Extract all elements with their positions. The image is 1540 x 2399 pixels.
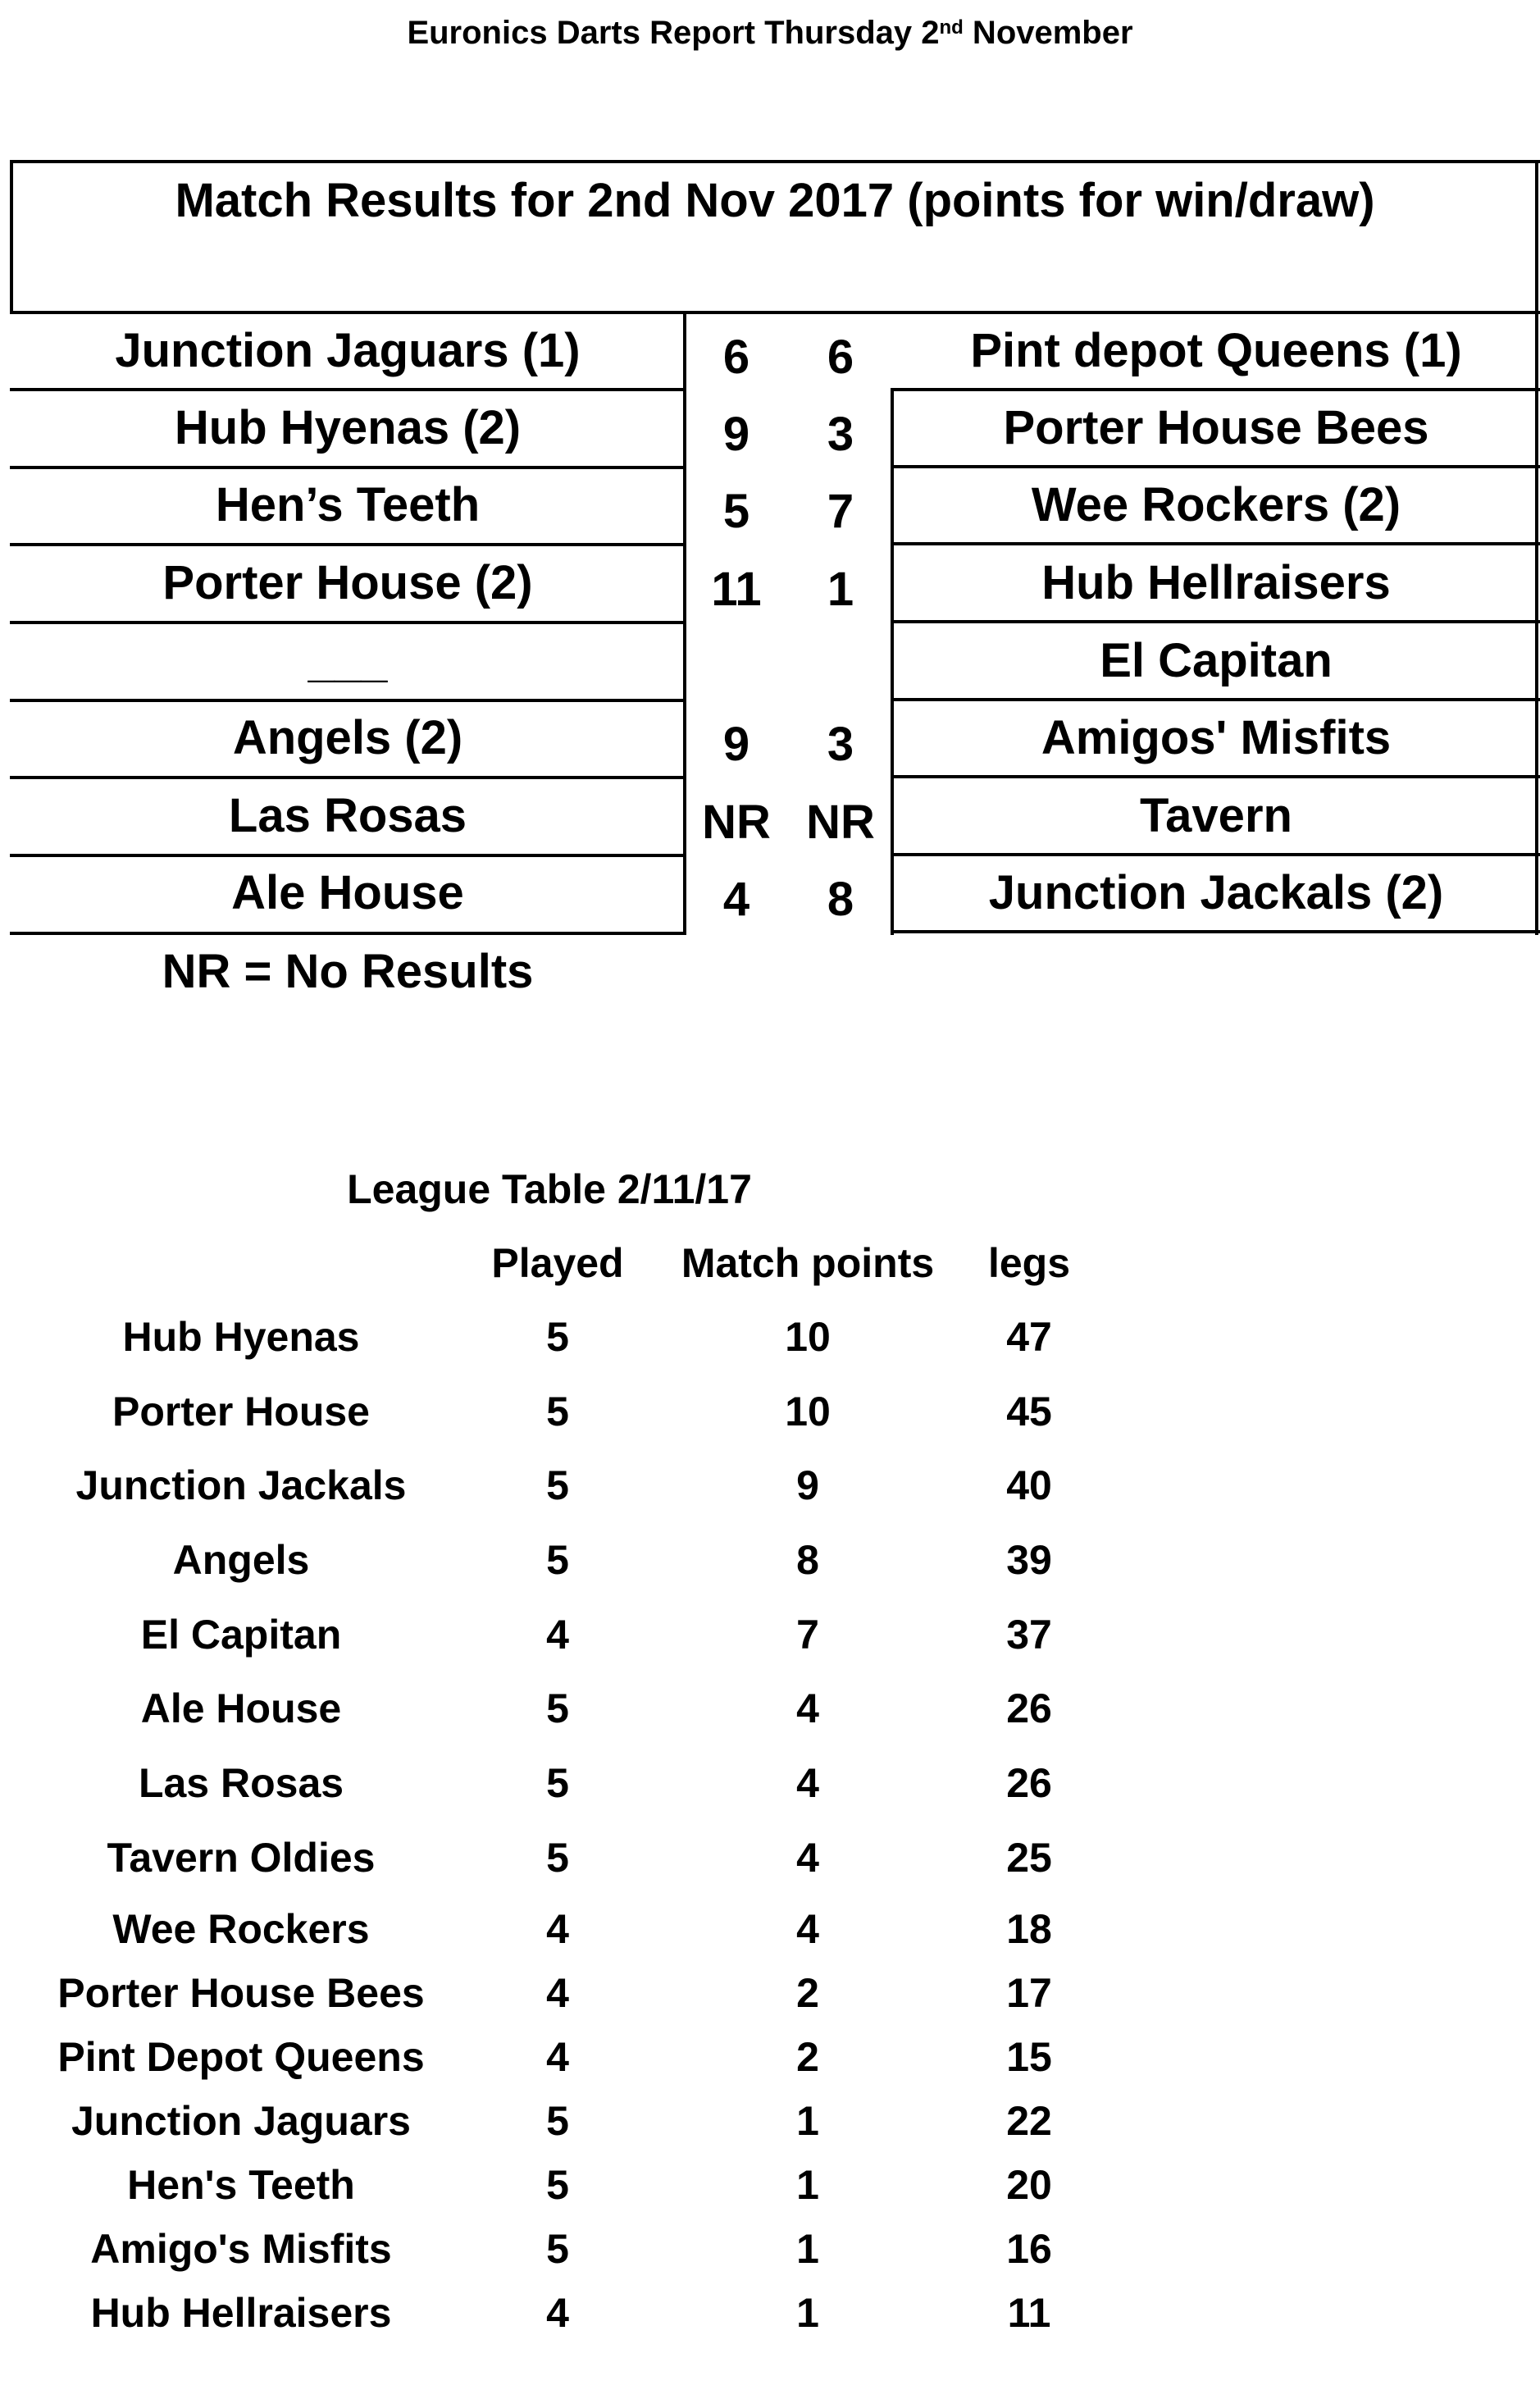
league-match-points: 2 (796, 2034, 819, 2080)
league-team: Porter House Bees (57, 1970, 425, 2016)
league-match-points: 4 (796, 1685, 819, 1731)
home-team: Junction Jaguars (1) (115, 324, 581, 377)
nr-legend-note: NR = No Results (162, 945, 534, 998)
league-played: 4 (546, 2034, 569, 2080)
league-match-points: 1 (796, 2226, 819, 2272)
away-team: Junction Jackals (2) (988, 866, 1444, 919)
away-score: 8 (827, 873, 854, 926)
league-legs: 26 (1006, 1685, 1052, 1731)
league-played: 5 (546, 2162, 569, 2208)
league-match-points: 4 (796, 1835, 819, 1881)
report-title-prefix: Euronics Darts Report Thursday 2 (407, 15, 940, 51)
league-legs: 37 (1006, 1612, 1052, 1658)
league-match-points: 10 (785, 1314, 831, 1360)
league-team: Ale House (140, 1685, 342, 1731)
league-played: 4 (546, 1906, 569, 1952)
league-team: Tavern Oldies (107, 1835, 376, 1881)
league-team: Porter House (112, 1389, 370, 1434)
league-played: 4 (546, 1612, 569, 1658)
away-score: 1 (827, 563, 854, 616)
home-team: Hen’s Teeth (215, 478, 481, 531)
home-score: 5 (722, 485, 750, 538)
away-team: Porter House Bees (1003, 401, 1429, 454)
header-match-points: Match points (681, 1240, 935, 1286)
league-team: Angels (172, 1537, 310, 1583)
league-played: 5 (546, 2098, 569, 2144)
home-team: Ale House (231, 866, 464, 919)
home-team: Angels (2) (232, 711, 463, 764)
league-team: El Capitan (140, 1612, 342, 1658)
league-match-points: 1 (796, 2098, 819, 2144)
league-team: Hen's Teeth (127, 2162, 355, 2208)
league-match-points: 8 (796, 1537, 819, 1583)
league-match-points: 1 (796, 2162, 819, 2208)
report-title-suffix: November (963, 15, 1133, 51)
away-team: Tavern (1140, 789, 1292, 842)
away-team: Hub Hellraisers (1041, 556, 1391, 609)
league-team: Junction Jackals (75, 1462, 407, 1508)
league-legs: 40 (1006, 1462, 1052, 1508)
league-legs: 17 (1006, 1970, 1052, 2016)
home-score: 9 (722, 718, 750, 771)
home-score: NR (702, 796, 771, 849)
league-team: Pint Depot Queens (57, 2034, 425, 2080)
league-played: 5 (546, 1835, 569, 1881)
away-score: 3 (827, 718, 854, 771)
league-legs: 25 (1006, 1835, 1052, 1881)
away-score: 3 (827, 408, 854, 461)
league-legs: 45 (1006, 1389, 1052, 1434)
league-legs: 11 (1007, 2290, 1051, 2336)
home-score: 4 (722, 873, 750, 926)
league-legs: 26 (1006, 1760, 1052, 1806)
league-played: 4 (546, 1970, 569, 2016)
table-border-top (10, 160, 1540, 163)
league-match-points: 4 (796, 1906, 819, 1952)
away-score: 6 (827, 331, 854, 384)
league-table-title: League Table 2/11/17 (347, 1166, 752, 1212)
league-match-points: 10 (785, 1389, 831, 1434)
league-team: Las Rosas (138, 1760, 344, 1806)
league-legs: 15 (1006, 2034, 1052, 2080)
away-team: Wee Rockers (2) (1031, 478, 1401, 531)
league-legs: 39 (1006, 1537, 1052, 1583)
league-played: 5 (546, 1314, 569, 1360)
match-results-heading: Match Results for 2nd Nov 2017 (points for win/draw) (175, 174, 1375, 227)
league-legs: 22 (1006, 2098, 1052, 2144)
league-team: Amigo's Misfits (90, 2226, 392, 2272)
league-played: 5 (546, 1685, 569, 1731)
report-title (0, 11, 1540, 54)
league-played: 5 (546, 1462, 569, 1508)
home-score: 6 (722, 331, 750, 384)
home-team: Hub Hyenas (2) (174, 401, 522, 454)
league-legs: 20 (1006, 2162, 1052, 2208)
league-legs: 47 (1006, 1314, 1052, 1360)
home-team: Porter House (2) (162, 556, 533, 609)
league-match-points: 7 (796, 1612, 819, 1658)
league-played: 5 (546, 2226, 569, 2272)
league-legs: 16 (1006, 2226, 1052, 2272)
away-score: NR (806, 796, 875, 849)
league-match-points: 2 (796, 1970, 819, 2016)
league-team: Junction Jaguars (71, 2098, 411, 2144)
away-team: Pint depot Queens (1) (970, 324, 1462, 377)
header-played: Played (491, 1240, 624, 1286)
league-match-points: 1 (796, 2290, 819, 2336)
home-team: ___ (308, 634, 388, 687)
home-score (691, 629, 781, 706)
away-row-divider (891, 930, 1540, 933)
home-score: 9 (722, 408, 750, 461)
league-match-points: 4 (796, 1760, 819, 1806)
league-played: 5 (546, 1389, 569, 1434)
league-played: 5 (546, 1537, 569, 1583)
away-score: 7 (827, 485, 854, 538)
league-legs: 18 (1006, 1906, 1052, 1952)
away-team: El Capitan (1100, 634, 1333, 687)
home-score: 11 (711, 563, 762, 616)
league-played: 4 (546, 2290, 569, 2336)
away-score (795, 629, 886, 706)
away-team: Amigos' Misfits (1041, 711, 1392, 764)
league-team: Hub Hellraisers (90, 2290, 392, 2336)
report-title-superscript: nd (939, 16, 964, 39)
league-played: 5 (546, 1760, 569, 1806)
home-team: Las Rosas (228, 789, 467, 842)
league-team: Wee Rockers (112, 1906, 370, 1952)
header-legs: legs (987, 1240, 1071, 1286)
league-match-points: 9 (796, 1462, 819, 1508)
league-team: Hub Hyenas (122, 1314, 360, 1360)
